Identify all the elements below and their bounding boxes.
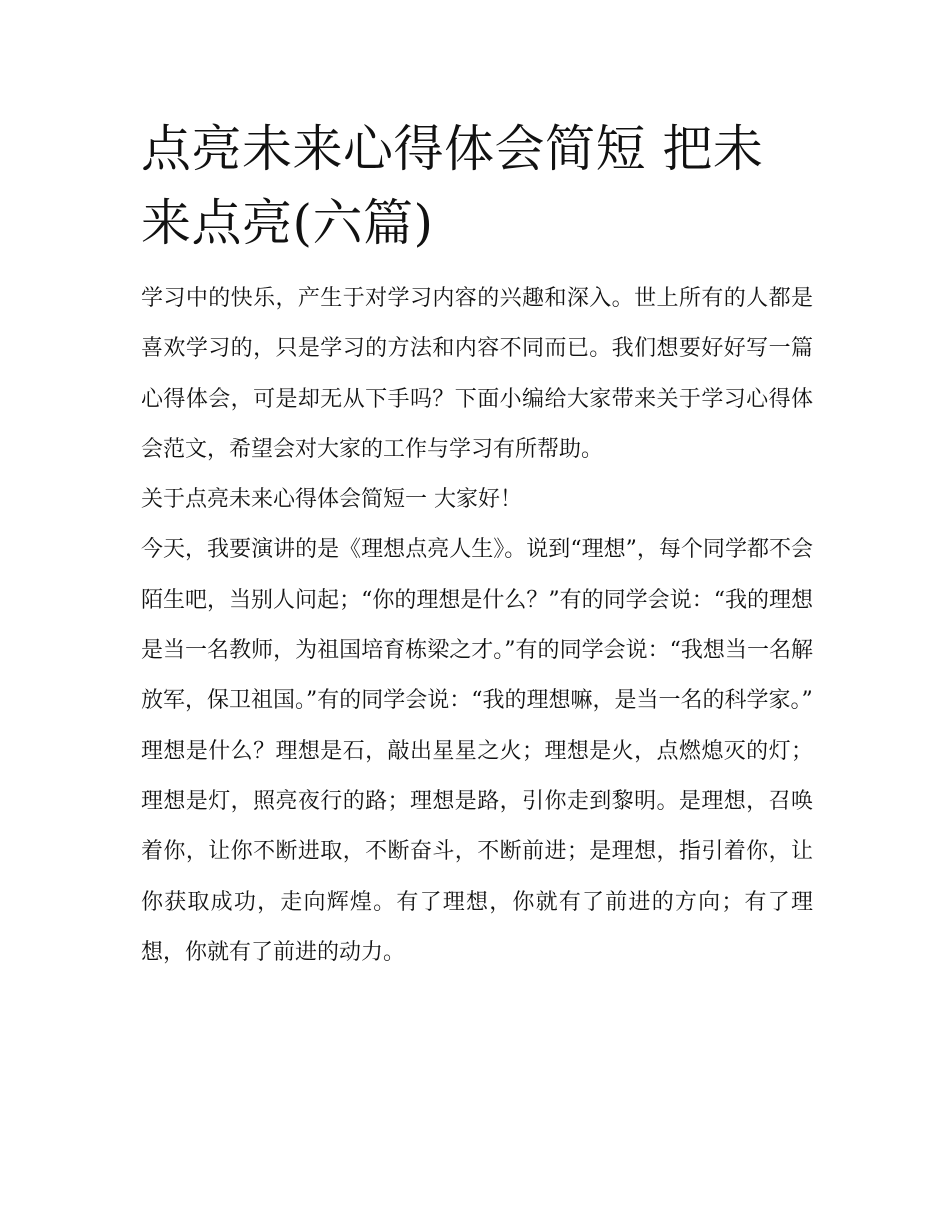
paragraph-speech-opening: 今天，我要演讲的是《理想点亮人生》。说到“理想”，每个同学都不会陌生吧，当别人问起；“你的理想是什么？”有的同学会说：“我的理想是当一名教师，为祖国培育栋梁之才。”有的同学会说：“我想当一名解放军，保卫祖国。”有的同学会说：“我的理想嘛，是当一名的科学家。” [141,537,813,714]
document-page [141,112,813,978]
paragraph-what-is-ideal: 理想是什么？理想是石，敲出星星之火；理想是火，点燃熄灭的灯；理想是灯，照亮夜行的路；理想是路，引你走到黎明。是理想，召唤着你，让你不断进取，不断奋斗，不断前进；是理想，指引着你，让你获取成功，走向辉煌。有了理想，你就有了前进的方向；有了理想，你就有了前进的动力。 [141,738,813,965]
document-body [141,274,813,978]
paragraph-intro: 学习中的快乐，产生于对学习内容的兴趣和深入。世上所有的人都是喜欢学习的，只是学习的方法和内容不同而已。我们想要好好写一篇心得体会，可是却无从下手吗？下面小编给大家带来关于学习心得体会范文，希望会对大家的工作与学习有所帮助。 [141,286,813,462]
document-title: 点亮未来心得体会简短 把未来点亮(六篇) [141,120,764,252]
paragraph-section-heading: 关于点亮未来心得体会简短一 大家好！ [141,487,522,513]
